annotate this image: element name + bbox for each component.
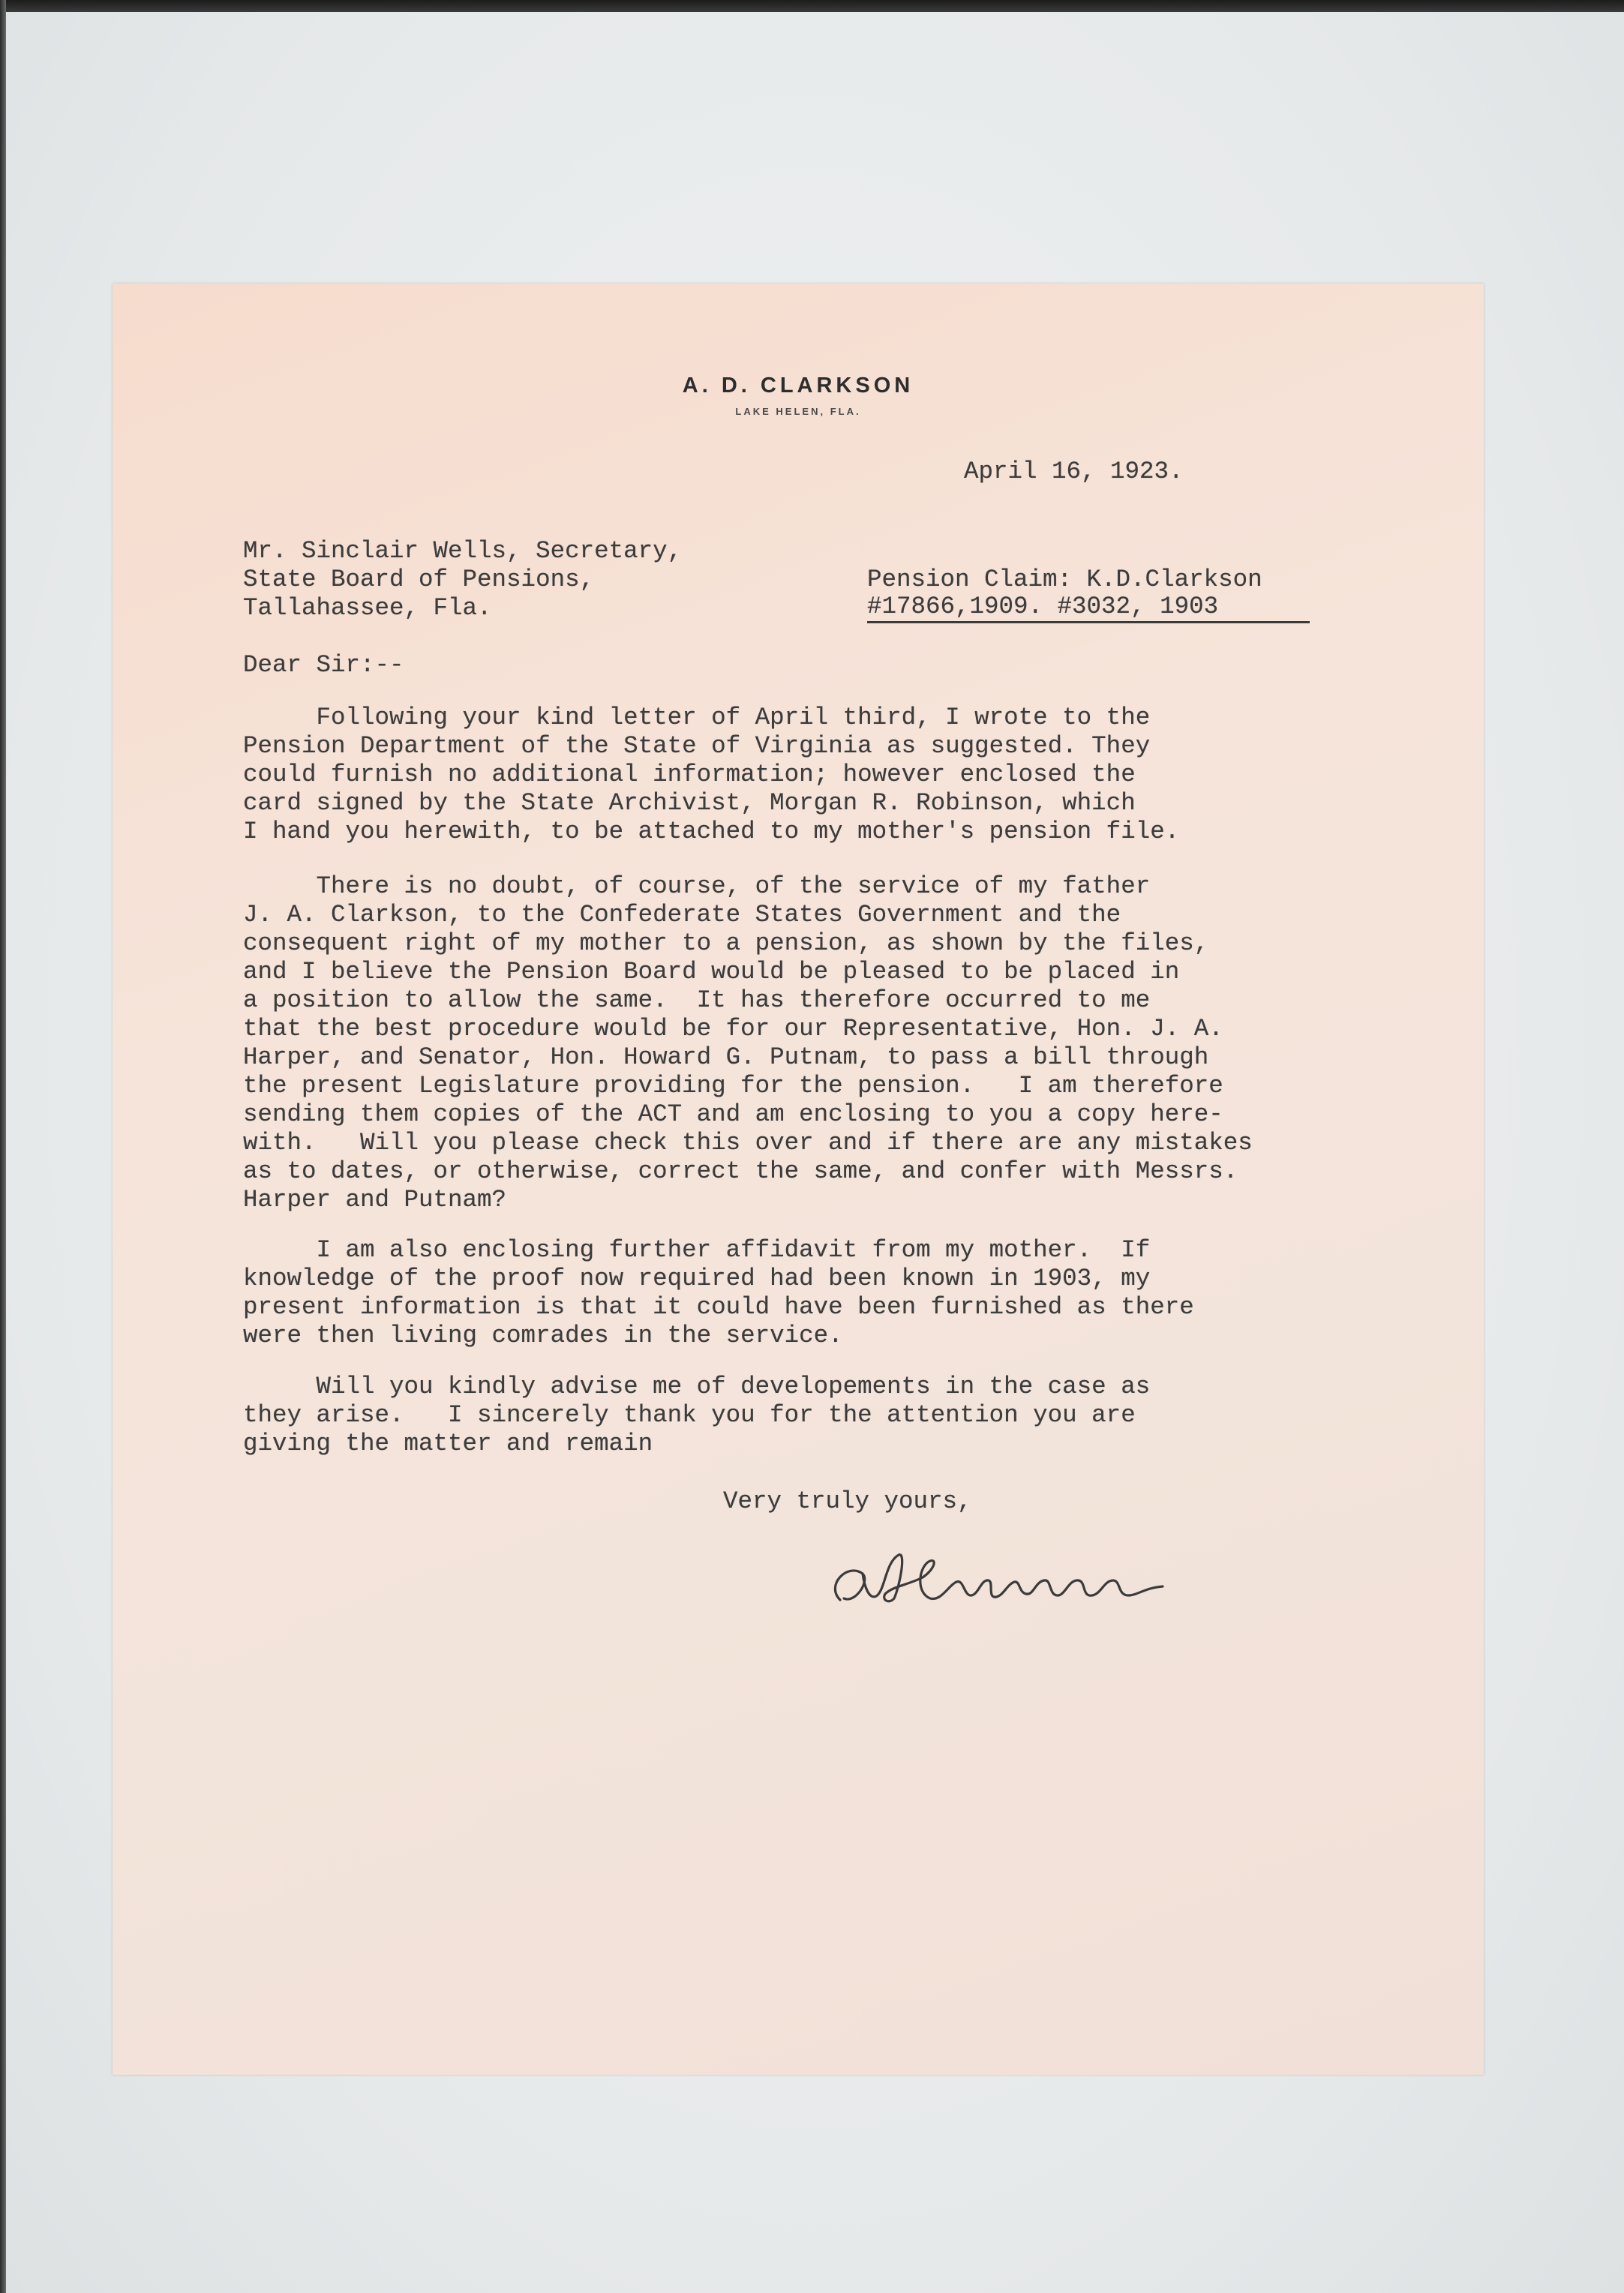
body-line: with. Will you please check this over and if there are any mistakes [243, 1129, 1253, 1157]
scanner-left-edge [0, 0, 6, 2293]
body-line: Pension Department of the State of Virginia as suggested. They [243, 732, 1151, 760]
body-line: a position to allow the same. It has therefore occurred to me [243, 986, 1151, 1014]
recipient-line: State Board of Pensions, [243, 566, 595, 593]
body-line: I hand you herewith, to be attached to my mother's pension file. [243, 818, 1180, 845]
letterhead-name: A. D. CLARKSON [682, 374, 914, 398]
body-line: present information is that it could have been furnished as there [243, 1293, 1194, 1321]
body-line: that the best procedure would be for our Representative, Hon. J. A. [243, 1015, 1223, 1043]
recipient-line: Mr. Sinclair Wells, Secretary, [243, 537, 683, 565]
letter-sheet [113, 284, 1484, 2075]
body-line: they arise. I sincerely thank you for the attention you are [243, 1401, 1136, 1429]
body-line: Will you kindly advise me of developements in the case as [243, 1373, 1151, 1400]
handwritten-signature [810, 1532, 1200, 1622]
body-line: the present Legislature providing for the pension. I am therefore [243, 1072, 1223, 1100]
body-line: giving the matter and remain [243, 1430, 653, 1457]
body-line: Harper, and Senator, Hon. Howard G. Putnam, to pass a bill through [243, 1043, 1209, 1071]
claim-underline [867, 621, 1310, 623]
body-line: could furnish no additional information; however enclosed the [243, 761, 1136, 788]
claim-numbers: #17866,1909. #3032, 1903 [867, 593, 1219, 620]
body-line: I am also enclosing further affidavit from my mother. If [243, 1236, 1151, 1264]
body-line: Following your kind letter of April third, I wrote to the [243, 704, 1151, 731]
body-line: sending them copies of the ACT and am enclosing to you a copy here- [243, 1100, 1223, 1128]
body-line: J. A. Clarkson, to the Confederate States Government and the [243, 901, 1121, 929]
body-line: card signed by the State Archivist, Morgan R. Robinson, which [243, 789, 1136, 817]
body-line: consequent right of my mother to a pension, as shown by the files, [243, 929, 1209, 957]
letter-date: April 16, 1923. [964, 458, 1184, 485]
salutation: Dear Sir:-- [243, 651, 404, 679]
body-line: were then living comrades in the service. [243, 1322, 843, 1349]
closing: Very truly yours, [723, 1487, 972, 1515]
claim-line: Pension Claim: K.D.Clarkson [867, 566, 1262, 593]
recipient-line: Tallahassee, Fla. [243, 594, 492, 622]
scanner-top-edge [0, 0, 1624, 12]
body-line: knowledge of the proof now required had been known in 1903, my [243, 1265, 1151, 1292]
body-line: as to dates, or otherwise, correct the same, and confer with Messrs. [243, 1157, 1238, 1185]
body-line: and I believe the Pension Board would be pleased to be placed in [243, 958, 1180, 986]
letterhead-place: LAKE HELEN, FLA. [735, 406, 861, 417]
body-line: Harper and Putnam? [243, 1186, 507, 1214]
body-line: There is no doubt, of course, of the service of my father [243, 872, 1151, 900]
